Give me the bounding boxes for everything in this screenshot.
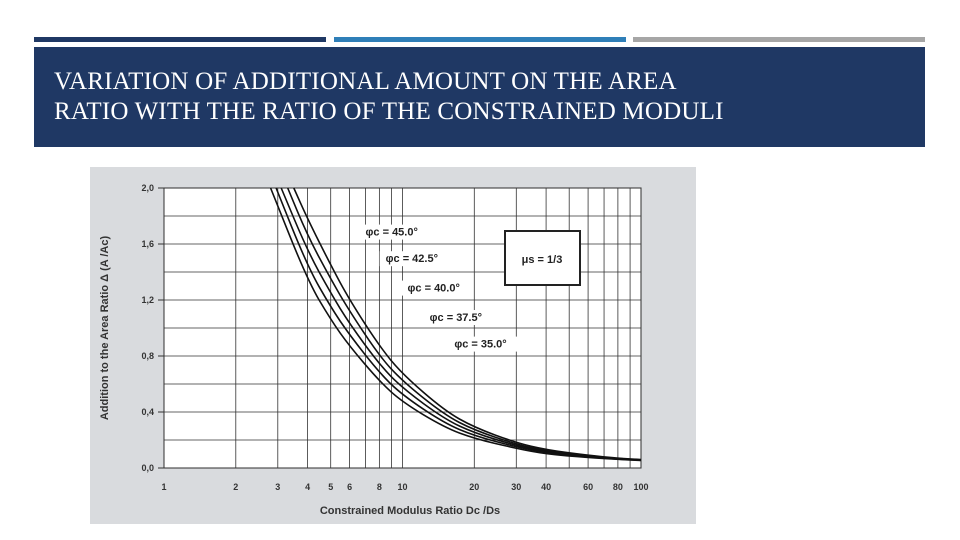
chart-svg <box>90 167 696 524</box>
x-tick-label: 3 <box>275 482 281 492</box>
y-tick-label: 1,2 <box>141 295 154 305</box>
chart-figure <box>90 167 696 524</box>
accent-bar-gray <box>633 37 925 42</box>
y-tick-label: 0,0 <box>141 463 154 473</box>
x-axis-title: Constrained Modulus Ratio Dc /Ds <box>319 505 501 517</box>
slide-title-line2: RATIO WITH THE RATIO OF THE CONSTRAINED MODULI <box>54 98 724 125</box>
slide-title <box>54 67 914 127</box>
x-tick-label: 5 <box>328 482 334 492</box>
series-label-3: φc = 40.0° <box>407 282 460 295</box>
y-axis-title: Addition to the Area Ratio Δ (A /Ac) <box>99 235 111 421</box>
mu-annotation-box <box>505 231 580 285</box>
x-tick-label: 2 <box>233 482 239 492</box>
x-tick-label: 40 <box>541 482 552 492</box>
x-tick-labels <box>161 482 648 492</box>
y-tick-label: 0,4 <box>141 407 154 417</box>
y-tick-label: 1,6 <box>141 239 154 249</box>
x-tick-label: 8 <box>376 482 382 492</box>
y-tick-label: 0,8 <box>141 351 154 361</box>
x-tick-label: 4 <box>305 482 311 492</box>
x-tick-label: 20 <box>469 482 480 492</box>
x-tick-label: 30 <box>511 482 522 492</box>
title-banner <box>34 47 925 147</box>
accent-bar-light-blue <box>334 37 626 42</box>
series-label-4: φc = 37.5° <box>429 312 483 324</box>
x-tick-label: 6 <box>347 482 353 492</box>
mu-annotation: μs = 1/3 <box>521 254 563 266</box>
x-tick-label: 1 <box>161 482 167 492</box>
series-label-2: φc = 42.5° <box>385 253 439 266</box>
x-tick-label: 100 <box>633 482 649 492</box>
y-tick-label: 2,0 <box>141 183 154 193</box>
accent-bar-dark-blue <box>34 37 326 42</box>
x-tick-label: 80 <box>612 482 623 492</box>
x-tick-label: 10 <box>397 482 408 492</box>
series-label-1: φc = 45.0° <box>365 226 418 239</box>
x-tick-label: 60 <box>583 482 594 492</box>
slide-title-line1: VARIATION OF ADDITIONAL AMOUNT ON THE AREA <box>54 68 677 95</box>
series-label-5: φc = 35.0° <box>454 338 507 351</box>
y-tick-labels <box>141 183 164 473</box>
